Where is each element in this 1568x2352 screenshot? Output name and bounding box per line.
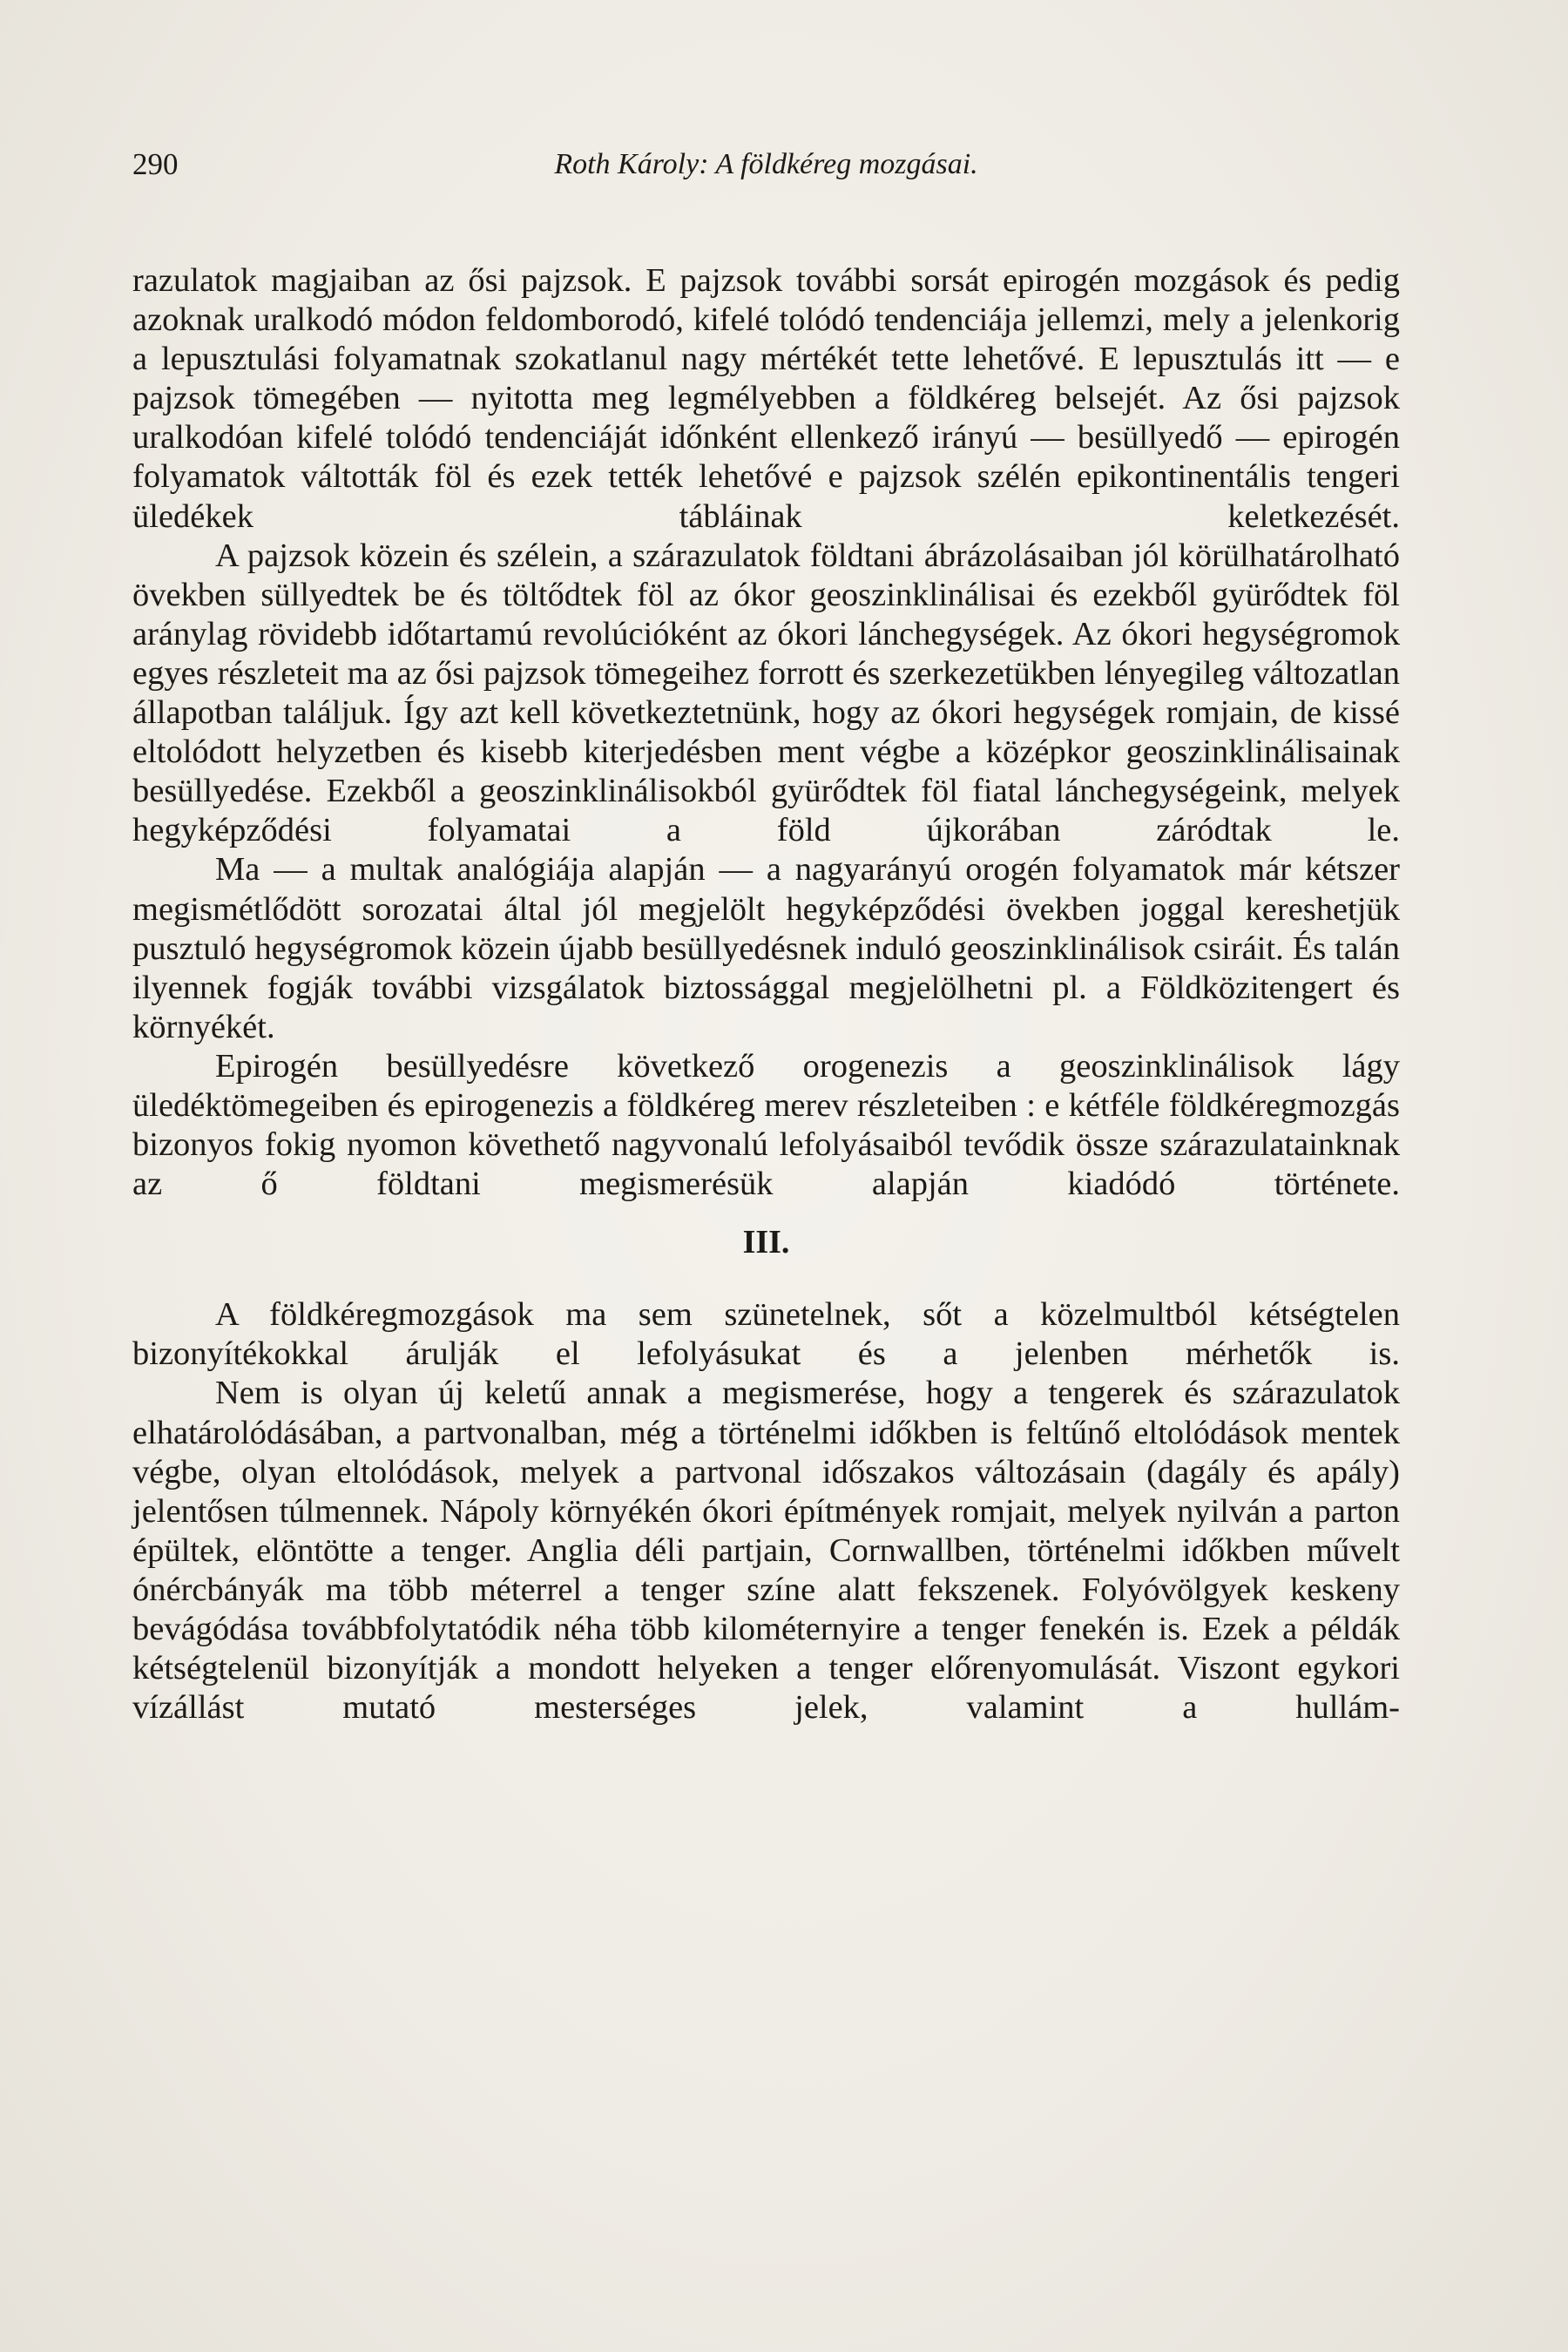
paragraph-4: Epirogén besüllyedésre következő orogenezis a geoszinklinálisok lágy üledéktömegeiben és epirogenezis a földkéreg merev részleteiben : e kétféle földkéregmozgás bizonyos fokig nyomon követhető nagyvonalú lefolyásaiból tevődik össze szárazulatainknak az ő földtani megismerésük alapján kiadódó története. <box>132 1047 1400 1203</box>
body-text <box>132 261 1400 1727</box>
running-head: Roth Károly: A földkéreg mozgásai. <box>554 148 978 180</box>
paragraph-2: A pajzsok közein és szélein, a szárazulatok földtani ábrázolásaiban jól körülhatárolható övekben süllyedtek be és töltődtek föl az ókor geoszinklinálisai és ezekből gyürődtek föl aránylag rövidebb időtartamú revolúcióként az ókori lánchegységek. Az ókori hegységromok egyes részleteit ma az ősi pajzsok tömegeihez forrott és szerkezetükben lényegileg változatlan állapotban találjuk. Így azt kell következtetnünk, hogy az ókori hegységek romjain, de kissé eltolódott helyzetben és kisebb kiterjedésben ment végbe a középkor geoszinklinálisainak besüllyedése. Ezekből a geoszinklinálisokból gyürődtek föl fiatal lánchegységeink, melyek hegyképződési folyamatai a föld újkorában záródtak le. <box>132 537 1400 849</box>
paragraph-5: A földkéregmozgások ma sem szünetelnek, sőt a közelmultból kétségtelen bizonyítékokkal árulják el lefolyásukat és a jelenben mérhetők is. <box>132 1296 1400 1373</box>
paragraph-1: razulatok magjaiban az ősi pajzsok. E pajzsok további sorsát epirogén mozgások és pedig azoknak uralkodó módon feldomborodó, kifelé tolódó tendenciája jellemzi, mely a jelenkorig a lepusztulási folyamatnak szokatlanul nagy mértékét tette lehetővé. E lepusztulás itt — e pajzsok tömegében — nyitotta meg legmélyebben a földkéreg belsejét. Az ősi pajzsok uralkodóan kifelé tolódó tendenciáját időnként ellenkező irányú — besüllyedő — epirogén folyamatok váltották föl és ezek tették lehetővé e pajzsok szélén epikontinentális tengeri üledékek tábláinak keletkezését. <box>132 262 1400 535</box>
section-heading: III. <box>742 1224 790 1261</box>
paragraph-3: Ma — a multak analógiája alapján — a nagyarányú orogén folyamatok már kétszer megismétlődött sorozatai által jól megjelölt hegyképződési övekben joggal kereshetjük pusztuló hegységromok közein újabb besüllyedésnek induló geoszinklinálisok csiráit. És talán ilyennek fogják további vizsgálatok biztossággal megjelölhetni pl. a Földközitengert és környékét. <box>132 851 1400 1045</box>
page-header <box>132 144 1400 186</box>
page-number: 290 <box>132 147 179 181</box>
paragraph-6: Nem is olyan új keletű annak a megismerése, hogy a tengerek és szárazulatok elhatárolódásában, a partvonalban, még a történelmi időkben is feltűnő eltolódások mentek végbe, olyan eltolódások, melyek a partvonal időszakos változásain (dagály és apály) jelentősen túlmennek. Nápoly környékén ókori építmények romjait, melyek nyilván a parton épültek, elöntötte a tenger. Anglia déli partjain, Cornwallben, történelmi időkben művelt ónércbányák ma több méterrel a tenger színe alatt fekszenek. Folyóvölgyek keskeny bevágódása továbbfolytatódik néha több kilométernyire a tenger fenekén is. Ezek a példák kétségtelenül bizonyítják a mondott helyeken a tenger előrenyomulását. Viszont egykori vízállást mutató mesterséges jelek, valamint a hullám- <box>132 1375 1400 1727</box>
